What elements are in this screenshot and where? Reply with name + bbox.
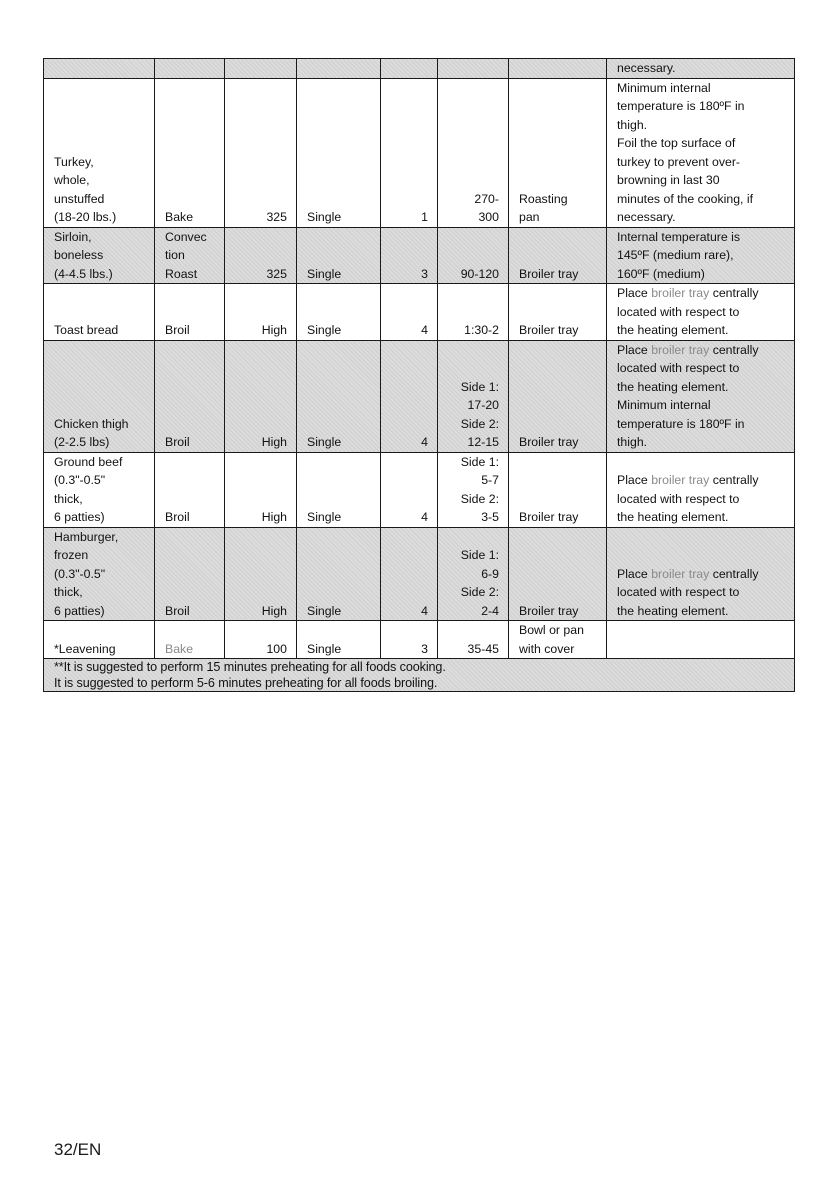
food-cell (44, 527, 155, 621)
accessory-cell (509, 340, 607, 452)
level-cell: 1 (381, 78, 438, 227)
food-line: (0.3"-0.5" (54, 473, 106, 487)
food-line: Toast bread (54, 323, 119, 337)
notes-line (617, 359, 785, 378)
level-cell: 4 (381, 527, 438, 621)
notes-line (617, 190, 785, 209)
notes-text: Internal temperature is (617, 229, 741, 244)
method-cell (155, 59, 225, 79)
accessory-line: Broiler tray (519, 323, 579, 337)
notes-line (617, 59, 785, 78)
accessory-line: pan (519, 210, 540, 224)
notes-text: Place (617, 286, 652, 300)
accessory-cell (509, 227, 607, 284)
temperature-cell: High (225, 527, 297, 621)
method-cell (155, 621, 225, 659)
notes-line (617, 415, 785, 434)
notes-line (617, 153, 785, 172)
notes-line (617, 565, 785, 584)
time-line: 1:30-2 (464, 323, 499, 337)
notes-text: the heating element. (617, 510, 729, 524)
table-row (44, 452, 795, 527)
food-line: frozen (54, 548, 89, 562)
method-line: Bake (165, 210, 194, 224)
notes-text: located with respect to (617, 585, 740, 599)
method-line: Broil (165, 510, 190, 524)
rack-cell: Single (297, 340, 381, 452)
notes-cell (607, 621, 795, 659)
notes-line (617, 433, 785, 452)
accessory-line: with cover (519, 641, 575, 656)
food-line: boneless (54, 248, 104, 262)
time-cell (438, 452, 509, 527)
notes-text: necessary. (617, 61, 676, 75)
notes-line (617, 116, 785, 135)
food-cell (44, 340, 155, 452)
accessory-line: Bowl or pan (519, 623, 584, 637)
food-cell (44, 78, 155, 227)
food-line: 6 patties) (54, 510, 105, 524)
time-line: Side 2: (460, 491, 499, 506)
table-row (44, 284, 795, 341)
notes-text: Foil the top surface of (617, 136, 736, 150)
notes-text: 145ºF (medium rare), (617, 248, 734, 262)
notes-text: centrally (709, 286, 759, 300)
notes-cell (607, 78, 795, 227)
food-cell (44, 621, 155, 659)
time-line: Side 1: (460, 379, 499, 394)
food-cell (44, 227, 155, 284)
level-cell (381, 59, 438, 79)
notes-line (617, 303, 785, 322)
notes-line (617, 508, 785, 527)
method-cell (155, 227, 225, 284)
time-cell (438, 340, 509, 452)
notes-text: turkey to prevent over- (617, 154, 741, 169)
time-cell (438, 59, 509, 79)
time-line: 2-4 (481, 603, 499, 618)
accessory-line: Broiler tray (519, 266, 579, 281)
notes-highlight: broiler tray (651, 473, 710, 487)
page-number: 32/EN (54, 1140, 102, 1159)
notes-text: thigh. (617, 435, 648, 449)
method-line: Broil (165, 603, 190, 618)
rack-cell: Single (297, 284, 381, 341)
notes-text: the heating element. (617, 603, 729, 618)
rack-cell: Single (297, 78, 381, 227)
food-line: 6 patties) (54, 603, 105, 618)
accessory-line: Roasting (519, 191, 568, 206)
food-line: (4-4.5 lbs.) (54, 266, 113, 281)
time-line: 35-45 (467, 641, 499, 656)
temperature-cell: High (225, 452, 297, 527)
table-row (44, 78, 795, 227)
food-line: *Leavening (54, 641, 116, 656)
notes-text: 160ºF (medium) (617, 266, 705, 281)
rack-cell: Single (297, 452, 381, 527)
temperature-cell (225, 59, 297, 79)
footnote-line-2: It is suggested to perform 5-6 minutes preheating for all foods broiling. (54, 676, 438, 690)
rack-cell: Single (297, 527, 381, 621)
food-line: Hamburger, (54, 529, 119, 544)
time-line: 3-5 (481, 510, 499, 524)
time-line: Side 1: (460, 454, 499, 469)
food-line: thick, (54, 491, 83, 506)
time-line: 90-120 (460, 266, 499, 281)
level-cell: 4 (381, 452, 438, 527)
notes-cell (607, 340, 795, 452)
notes-text: thigh. (617, 117, 648, 132)
food-line: unstuffed (54, 191, 105, 206)
food-cell (44, 59, 155, 79)
notes-text: necessary. (617, 210, 676, 224)
food-cell (44, 284, 155, 341)
footnote-line-1: **It is suggested to perform 15 minutes preheating for all foods cooking. (54, 660, 446, 674)
temperature-cell: 325 (225, 78, 297, 227)
notes-text: Place (617, 473, 652, 487)
notes-line (617, 265, 785, 284)
time-line: 17-20 (467, 398, 499, 412)
accessory-cell (509, 621, 607, 659)
notes-line (617, 284, 785, 303)
method-cell (155, 527, 225, 621)
accessory-cell (509, 452, 607, 527)
table-row (44, 527, 795, 621)
method-line: Convec (165, 229, 207, 244)
notes-line (617, 490, 785, 509)
notes-cell (607, 227, 795, 284)
notes-text: Place (617, 342, 652, 357)
notes-text: temperature is 180ºF in (617, 99, 745, 113)
notes-text: centrally (709, 473, 759, 487)
notes-line (617, 602, 785, 621)
time-line: 6-9 (481, 566, 499, 581)
level-cell: 3 (381, 227, 438, 284)
notes-cell (607, 284, 795, 341)
time-cell (438, 284, 509, 341)
food-line: (18-20 lbs.) (54, 210, 117, 224)
time-cell (438, 227, 509, 284)
notes-cell (607, 452, 795, 527)
accessory-line: Broiler tray (519, 510, 579, 524)
notes-text: browning in last 30 (617, 173, 720, 187)
time-line: 300 (478, 210, 499, 224)
notes-text: the heating element. (617, 323, 729, 337)
time-line: 12-15 (467, 435, 499, 449)
table-row (44, 340, 795, 452)
notes-highlight: broiler tray (651, 286, 710, 300)
notes-line (617, 79, 785, 98)
notes-line (617, 97, 785, 116)
method-line: tion (165, 248, 185, 262)
notes-highlight: broiler tray (651, 566, 710, 581)
notes-line (617, 321, 785, 340)
notes-text: centrally (709, 566, 759, 581)
notes-text: located with respect to (617, 304, 740, 319)
temperature-cell: 100 (225, 621, 297, 659)
method-line: Roast (165, 266, 198, 281)
food-line: (0.3"-0.5" (54, 566, 106, 581)
notes-text: Minimum internal (617, 398, 711, 412)
time-cell (438, 527, 509, 621)
method-line: Bake (165, 641, 194, 656)
time-cell (438, 621, 509, 659)
table-row (44, 227, 795, 284)
level-cell: 3 (381, 621, 438, 659)
time-line: 270- (474, 191, 499, 206)
rack-cell: Single (297, 227, 381, 284)
time-line: Side 2: (460, 585, 499, 599)
notes-text: Minimum internal (617, 80, 711, 95)
food-line: whole, (54, 173, 90, 187)
notes-highlight: broiler tray (651, 342, 710, 357)
footnote-row (44, 659, 795, 692)
notes-text: the heating element. (617, 379, 729, 394)
notes-text: temperature is 180ºF in (617, 416, 745, 431)
method-cell (155, 340, 225, 452)
temperature-cell: High (225, 284, 297, 341)
food-line: Sirloin, (54, 229, 92, 244)
accessory-line: Broiler tray (519, 435, 579, 449)
level-cell: 4 (381, 340, 438, 452)
cooking-table-body (44, 59, 795, 659)
method-line: Broil (165, 323, 190, 337)
notes-text: Place (617, 566, 652, 581)
accessory-cell (509, 284, 607, 341)
cooking-table (43, 58, 795, 692)
food-line: (2-2.5 lbs) (54, 435, 110, 449)
level-cell: 4 (381, 284, 438, 341)
accessory-cell (509, 59, 607, 79)
method-cell (155, 452, 225, 527)
accessory-line: Broiler tray (519, 603, 579, 618)
table-row (44, 59, 795, 79)
food-line: Turkey, (54, 154, 94, 169)
notes-line (617, 341, 785, 360)
rack-cell (297, 59, 381, 79)
method-line: Broil (165, 435, 190, 449)
notes-line (617, 396, 785, 415)
notes-line (617, 471, 785, 490)
time-line: Side 2: (460, 416, 499, 431)
temperature-cell: High (225, 340, 297, 452)
notes-line (617, 583, 785, 602)
notes-text: located with respect to (617, 361, 740, 375)
notes-cell (607, 527, 795, 621)
method-cell (155, 78, 225, 227)
time-line: 5-7 (481, 473, 499, 487)
notes-line (617, 228, 785, 247)
notes-line (617, 378, 785, 397)
rack-cell: Single (297, 621, 381, 659)
notes-text: located with respect to (617, 491, 740, 506)
notes-text: centrally (709, 342, 759, 357)
food-cell (44, 452, 155, 527)
table-row (44, 621, 795, 659)
accessory-cell (509, 78, 607, 227)
temperature-cell: 325 (225, 227, 297, 284)
accessory-cell (509, 527, 607, 621)
notes-line (617, 134, 785, 153)
time-cell (438, 78, 509, 227)
notes-line (617, 246, 785, 265)
notes-line (617, 171, 785, 190)
time-line: Side 1: (460, 548, 499, 562)
food-line: Ground beef (54, 454, 123, 469)
notes-text: minutes of the cooking, if (617, 191, 754, 206)
notes-line (617, 208, 785, 227)
footnote-cell (44, 659, 795, 692)
method-cell (155, 284, 225, 341)
food-line: thick, (54, 585, 83, 599)
food-line: Chicken thigh (54, 416, 129, 431)
notes-cell (607, 59, 795, 79)
